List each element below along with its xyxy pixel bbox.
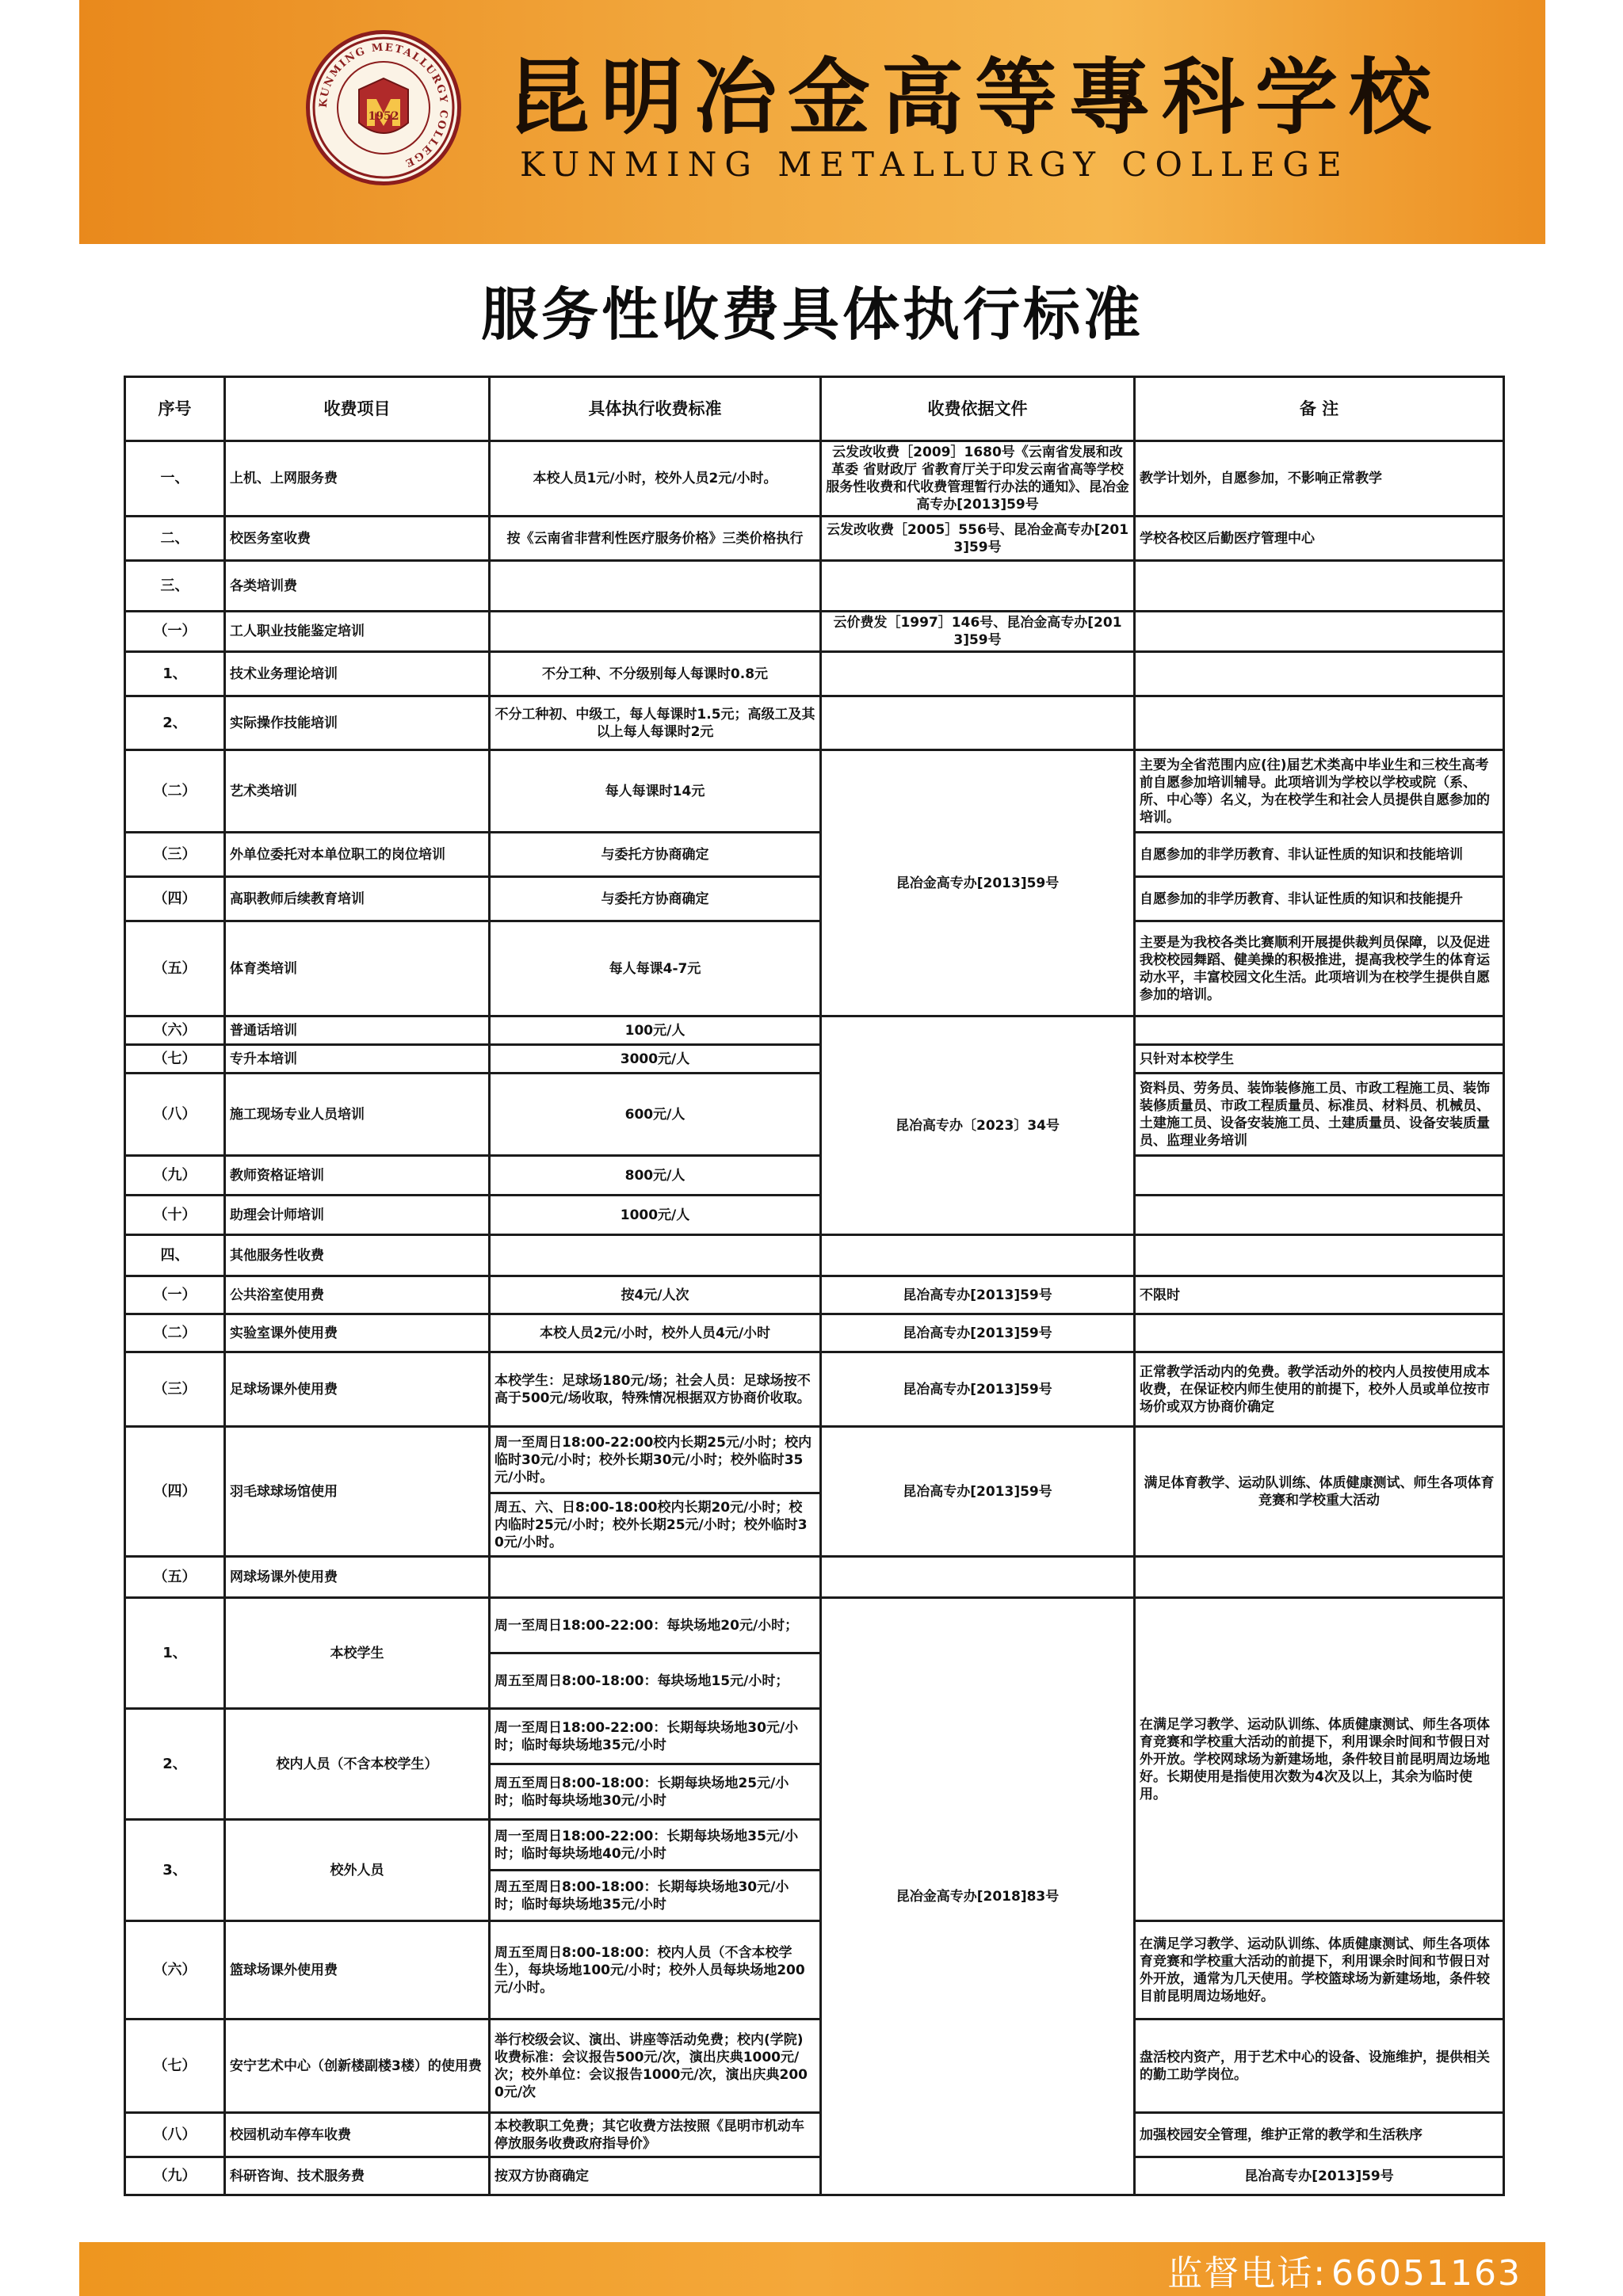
row-item: 外单位委托对本单位职工的岗位培训 (225, 833, 490, 877)
footer-banner (79, 2242, 1545, 2296)
row-item: 普通话培训 (225, 1016, 490, 1045)
row-standard: 100元/人 (490, 1016, 821, 1045)
row-no: （五） (125, 921, 225, 1016)
row-note: 正常教学活动内的免费。教学活动外的校内人员按使用成本收费，在保证校内师生使用的前提下，校外人员或单位按市场价或双方协商价确定 (1135, 1352, 1504, 1427)
table-row (125, 1016, 1504, 1045)
row-note (1135, 652, 1504, 696)
header-standard: 具体执行收费标准 (490, 377, 821, 441)
row-standard: 与委托方协商确定 (490, 833, 821, 877)
row-no: （二） (125, 1314, 225, 1352)
row-no: （二） (125, 750, 225, 833)
row-standard: 每人每课4-7元 (490, 921, 821, 1016)
row-item: 上机、上网服务费 (225, 441, 490, 517)
row-basis (821, 1235, 1135, 1276)
row-item: 技术业务理论培训 (225, 652, 490, 696)
table-row (125, 1196, 1504, 1235)
row-item: 各类培训费 (225, 561, 490, 612)
row-note: 主要是为我校各类比赛顺利开展提供裁判员保障，以及促进我校校园舞蹈、健美操的积极推进，提高我校学生的体育运动水平，丰富校园文化生活。此项培训为在校学生提供自愿参加的培训。 (1135, 921, 1504, 1016)
table-row (125, 1235, 1504, 1276)
hotline-number: 66051163 (1331, 2253, 1522, 2294)
table-row (125, 2113, 1504, 2157)
table-row (125, 1045, 1504, 1074)
row-standard: 800元/人 (490, 1156, 821, 1196)
row-standard: 每人每课时14元 (490, 750, 821, 833)
row-note (1135, 696, 1504, 750)
row-basis-2023: 昆冶高专办〔2023〕34号 (821, 1016, 1135, 1235)
table-row (125, 517, 1504, 561)
row-no: （九） (125, 1156, 225, 1196)
row-item: 网球场课外使用费 (225, 1557, 490, 1598)
row-no: 2、 (125, 1709, 225, 1820)
row-item: 艺术类培训 (225, 750, 490, 833)
row-standard: 周五至周日8:00-18:00：长期每块场地25元/小时；临时每块场地30元/小时 (490, 1764, 821, 1820)
table-row (125, 1352, 1504, 1427)
school-name-cn: 昆明冶金高等專科学校 (507, 48, 1443, 146)
seal-ring-text: KUNMING METALLURGY COLLEGE (317, 41, 450, 170)
row-standard: 按《云南省非营利性医疗服务价格》三类价格执行 (490, 517, 821, 561)
row-item: 本校学生 (225, 1598, 490, 1709)
row-no: （三） (125, 833, 225, 877)
row-note: 主要为全省范围内应(往)届艺术类高中毕业生和三校生高考前自愿参加培训辅导。此项培训为学校以学校或院（系、所、中心等）名义，为在校学生和社会人员提供自愿参加的培训。 (1135, 750, 1504, 833)
table-row (125, 1598, 1504, 1653)
row-note (1135, 1235, 1504, 1276)
table-row (125, 1314, 1504, 1352)
row-standard: 周一至周日18:00-22:00校内长期25元/小时；校内临时30元/小时；校外长期30元/小时；校外临时35元/小时。 (490, 1427, 821, 1493)
header-no: 序号 (125, 377, 225, 441)
row-standard: 与委托方协商确定 (490, 877, 821, 921)
row-note: 自愿参加的非学历教育、非认证性质的知识和技能培训 (1135, 833, 1504, 877)
row-standard: 本校人员2元/小时，校外人员4元/小时 (490, 1314, 821, 1352)
row-note: 自愿参加的非学历教育、非认证性质的知识和技能提升 (1135, 877, 1504, 921)
row-note: 在满足学习教学、运动队训练、体质健康测试、师生各项体育竞赛和学校重大活动的前提下，利用课余时间和节假日对外开放，通常为几天使用。学校篮球场为新建场地，条件较目前昆明周边场地好。 (1135, 1921, 1504, 2019)
row-no: （六） (125, 1016, 225, 1045)
row-item: 安宁艺术中心（创新楼副楼3楼）的使用费 (225, 2019, 490, 2113)
table-row (125, 1427, 1504, 1493)
row-no: 2、 (125, 696, 225, 750)
row-item: 高职教师后续教育培训 (225, 877, 490, 921)
row-item: 实际操作技能培训 (225, 696, 490, 750)
row-note: 学校各校区后勤医疗管理中心 (1135, 517, 1504, 561)
row-standard: 按4元/人次 (490, 1276, 821, 1314)
row-item: 助理会计师培训 (225, 1196, 490, 1235)
row-basis: 云发改收费［2005］556号、昆冶金高专办[2013]59号 (821, 517, 1135, 561)
header-banner (79, 0, 1545, 244)
row-item: 专升本培训 (225, 1045, 490, 1074)
row-note (1135, 1314, 1504, 1352)
table-row (125, 833, 1504, 877)
row-item: 足球场课外使用费 (225, 1352, 490, 1427)
row-basis (821, 561, 1135, 612)
row-no: 1、 (125, 652, 225, 696)
row-item: 羽毛球球场馆使用 (225, 1427, 490, 1557)
row-standard: 600元/人 (490, 1074, 821, 1156)
page-title: 服务性收费具体执行标准 (480, 281, 1144, 348)
table-header-row (125, 377, 1504, 441)
row-basis: 昆冶高专办[2013]59号 (821, 1352, 1135, 1427)
row-note: 资料员、劳务员、装饰装修施工员、市政工程施工员、装饰装修质量员、市政工程质量员、标准员、材料员、机械员、土建施工员、设备安装施工员、土建质量员、设备安装质量员、监理业务培训 (1135, 1074, 1504, 1156)
row-no: 一、 (125, 441, 225, 517)
row-basis (821, 696, 1135, 750)
row-note: 满足体育教学、运动队训练、体质健康测试、师生各项体育竞赛和学校重大活动 (1135, 1427, 1504, 1557)
row-standard: 周一至周日18:00-22:00：每块场地20元/小时； (490, 1598, 821, 1653)
row-standard (490, 1235, 821, 1276)
row-no: （一） (125, 1276, 225, 1314)
row-standard: 本校人员1元/小时，校外人员2元/小时。 (490, 441, 821, 517)
row-basis: 昆冶高专办[2013]59号 (821, 1276, 1135, 1314)
row-standard (490, 612, 821, 652)
row-note (1135, 1016, 1504, 1045)
row-standard: 1000元/人 (490, 1196, 821, 1235)
row-basis-training: 昆冶金高专办[2013]59号 (821, 750, 1135, 1016)
row-note (1135, 1557, 1504, 1598)
table-row (125, 750, 1504, 833)
row-standard (490, 561, 821, 612)
row-no: （九） (125, 2157, 225, 2195)
supervision-hotline (1167, 2252, 1522, 2296)
row-item: 公共浴室使用费 (225, 1276, 490, 1314)
row-item: 科研咨询、技术服务费 (225, 2157, 490, 2195)
row-standard: 周一至周日18:00-22:00：长期每块场地30元/小时；临时每块场地35元/小时 (490, 1709, 821, 1764)
row-standard: 不分工种、不分级别每人每课时0.8元 (490, 652, 821, 696)
row-no: （八） (125, 1074, 225, 1156)
row-note (1135, 1196, 1504, 1235)
row-item: 校外人员 (225, 1820, 490, 1921)
row-note (1135, 1156, 1504, 1196)
row-item: 校园机动车停车收费 (225, 2113, 490, 2157)
header-basis: 收费依据文件 (821, 377, 1135, 441)
row-no: （六） (125, 1921, 225, 2019)
row-standard: 周五至周日8:00-18:00：长期每块场地30元/小时；临时每块场地35元/小时 (490, 1871, 821, 1921)
row-note-tennis: 在满足学习教学、运动队训练、体质健康测试、师生各项体育竞赛和学校重大活动的前提下，利用课余时间和节假日对外开放。学校网球场为新建场地，条件较目前昆明周边场地好。长期使用是指使用次数为4次及以上，其余为临时使用。 (1135, 1598, 1504, 1921)
row-standard: 本校学生：足球场180元/场；社会人员：足球场按不高于500元/场收取，特殊情况根据双方协商价收取。 (490, 1352, 821, 1427)
table-row (125, 441, 1504, 517)
row-standard (490, 1557, 821, 1598)
row-no: （四） (125, 877, 225, 921)
table-row (125, 696, 1504, 750)
table-row (125, 1156, 1504, 1196)
row-item: 施工现场专业人员培训 (225, 1074, 490, 1156)
row-no: 三、 (125, 561, 225, 612)
row-no: （八） (125, 2113, 225, 2157)
row-no: （七） (125, 1045, 225, 1074)
table-row (125, 561, 1504, 612)
seal-graphic (310, 34, 457, 181)
row-note (1135, 561, 1504, 612)
row-no: 1、 (125, 1598, 225, 1709)
row-no: 四、 (125, 1235, 225, 1276)
table-row (125, 921, 1504, 1016)
row-item: 实验室课外使用费 (225, 1314, 490, 1352)
table-row (125, 1074, 1504, 1156)
row-no: （五） (125, 1557, 225, 1598)
table-row (125, 1276, 1504, 1314)
row-standard: 周五、六、日8:00-18:00校内长期20元/小时；校内临时25元/小时；校外长期25元/小时；校外临时30元/小时。 (490, 1493, 821, 1557)
row-item: 工人职业技能鉴定培训 (225, 612, 490, 652)
row-no: 二、 (125, 517, 225, 561)
row-standard: 举行校级会议、演出、讲座等活动免费；校内(学院)收费标准：会议报告500元/次，演出庆典1000元/次；校外单位：会议报告1000元/次，演出庆典2000元/次 (490, 2019, 821, 2113)
row-standard: 按双方协商确定 (490, 2157, 821, 2195)
table-row (125, 652, 1504, 696)
table-row (125, 2019, 1504, 2113)
college-seal-logo (306, 30, 461, 185)
row-item: 体育类培训 (225, 921, 490, 1016)
row-no: （一） (125, 612, 225, 652)
table-row (125, 1921, 1504, 2019)
row-note: 不限时 (1135, 1276, 1504, 1314)
row-basis: 云价费发［1997］146号、昆冶金高专办[2013]59号 (821, 612, 1135, 652)
row-note: 加强校园安全管理，维护正常的教学和生活秩序 (1135, 2113, 1504, 2157)
row-no: （四） (125, 1427, 225, 1557)
row-item: 篮球场课外使用费 (225, 1921, 490, 2019)
seal-year: 1952 (368, 110, 399, 123)
row-basis-2018: 昆冶金高专办[2018]83号 (821, 1598, 1135, 2195)
row-standard: 周一至周日18:00-22:00：长期每块场地35元/小时；临时每块场地40元/小时 (490, 1820, 821, 1871)
table-row (125, 1557, 1504, 1598)
row-basis (821, 1557, 1135, 1598)
row-item: 校医务室收费 (225, 517, 490, 561)
table-row (125, 612, 1504, 652)
row-standard: 周五至周日8:00-18:00：每块场地15元/小时； (490, 1653, 821, 1709)
row-item: 教师资格证培训 (225, 1156, 490, 1196)
row-standard: 周五至周日8:00-18:00：校内人员（不含本校学生），每块场地100元/小时；校外人员每块场地200元/小时。 (490, 1921, 821, 2019)
row-standard: 本校教职工免费；其它收费方法按照《昆明市机动车停放服务收费政府指导价》 (490, 2113, 821, 2157)
row-note: 盘活校内资产，用于艺术中心的设备、设施维护，提供相关的勤工助学岗位。 (1135, 2019, 1504, 2113)
row-item: 校内人员（不含本校学生） (225, 1709, 490, 1820)
row-note: 只针对本校学生 (1135, 1045, 1504, 1074)
row-basis: 昆冶高专办[2013]59号 (1135, 2157, 1504, 2195)
row-standard: 不分工种初、中级工，每人每课时1.5元；高级工及其以上每人每课时2元 (490, 696, 821, 750)
row-no: （三） (125, 1352, 225, 1427)
row-basis: 昆冶高专办[2013]59号 (821, 1314, 1135, 1352)
row-basis (821, 652, 1135, 696)
row-no: （十） (125, 1196, 225, 1235)
row-no: （七） (125, 2019, 225, 2113)
fee-standard-table (124, 376, 1505, 2196)
hotline-label: 监督电话: (1167, 2253, 1327, 2294)
table-row (125, 877, 1504, 921)
row-basis: 昆冶高专办[2013]59号 (821, 1427, 1135, 1557)
table-row (125, 2157, 1504, 2195)
header-item: 收费项目 (225, 377, 490, 441)
header-note: 备 注 (1135, 377, 1504, 441)
row-no: 3、 (125, 1820, 225, 1921)
row-note (1135, 612, 1504, 652)
row-item: 其他服务性收费 (225, 1235, 490, 1276)
school-name-en: KUNMING METALLURGY COLLEGE (520, 145, 1350, 184)
row-standard: 3000元/人 (490, 1045, 821, 1074)
row-basis: 云发改收费［2009］1680号《云南省发展和改革委 省财政厅 省教育厅关于印发云南省高等学校服务性收费和代收费管理暂行办法的通知》、昆冶金高专办[2013]59号 (821, 441, 1135, 517)
row-note: 教学计划外，自愿参加，不影响正常教学 (1135, 441, 1504, 517)
notice-poster (79, 0, 1545, 2296)
